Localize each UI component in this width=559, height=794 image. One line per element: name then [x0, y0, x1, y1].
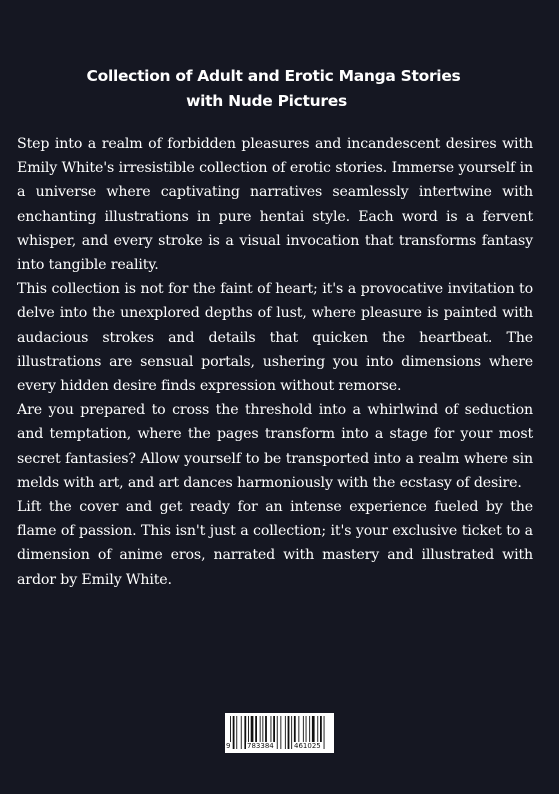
- blurb-paragraph-3: Are you prepared to cross the threshold into a whirlwind of seduction and temptation, where the pages transform into a stage for your most secret fantasies? Allow yourself to be transported into a realm where sin melds with art, and art dances harmoniously with the ecstasy of desire.: [17, 402, 533, 491]
- isbn-barcode: [225, 713, 334, 753]
- title-line-2: with Nude Pictures: [186, 92, 347, 110]
- blurb-paragraph-1: Step into a realm of forbidden pleasures and incandescent desires with Emily White's irresistible collection of erotic stories. Immerse yourself in a universe where captivating narratives seamlessly intertwine with enchanting illustrations in pure hentai style. Each word is a fervent whisper, and every stroke is a visual invocation that transforms fantasy into tangible reality.: [17, 136, 533, 274]
- book-title: [0, 64, 559, 114]
- barcode-first-digit: 9: [226, 742, 231, 750]
- blurb-text: [17, 132, 533, 592]
- blurb-paragraph-2: This collection is not for the faint of heart; it's a provocative invitation to delve into the unexplored depths of lust, where pleasure is painted with audacious strokes and details that quicken the heartbeat. The illustrations are sensual portals, ushering you into dimensions where every hidden desire finds expression without remorse.: [17, 281, 533, 395]
- barcode-right-group: 461025: [294, 742, 321, 750]
- barcode-digits: [225, 742, 334, 752]
- blurb-paragraph-4: Lift the cover and get ready for an intense experience fueled by the flame of passion. This isn't just a collection; it's your exclusive ticket to a dimension of anime eros, narrated with mastery and illustrated with ardor by Emily White.: [17, 499, 533, 588]
- title-line-1: Collection of Adult and Erotic Manga Stories: [86, 67, 461, 85]
- barcode-left-group: 783384: [247, 742, 274, 750]
